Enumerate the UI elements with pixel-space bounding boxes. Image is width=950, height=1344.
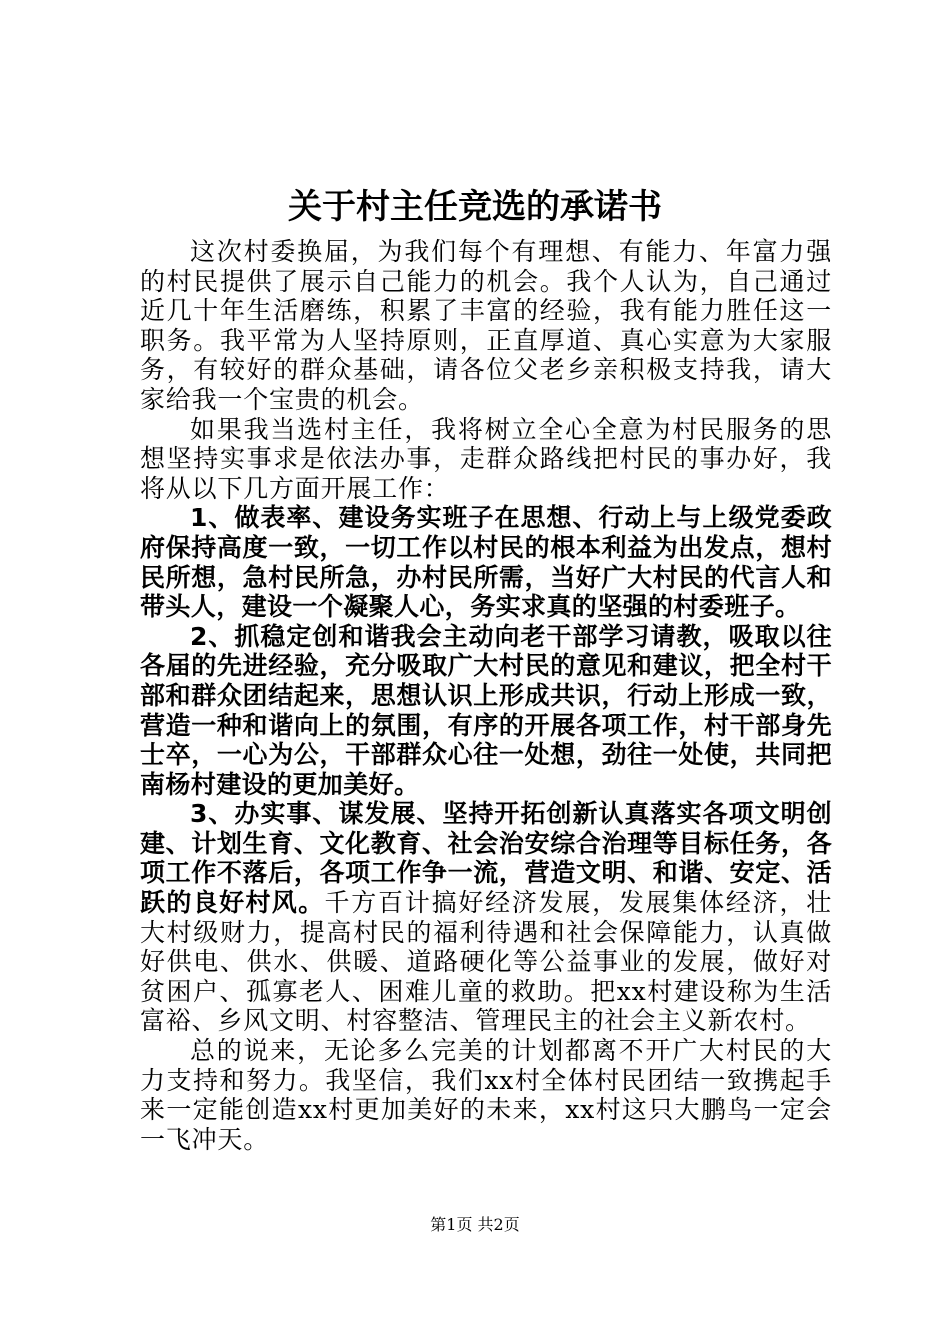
paragraph-item-1: 1、做表率、建设务实班子在思想、行动上与上级党委政府保持高度一致，一切工作以村民的根本利益为出发点，想村民所想，急村民所急，办村民所需，当好广大村民的代言人和带头人，建设一个凝聚人心，务实求真的坚强的村委班子。 bbox=[140, 503, 832, 622]
paragraph-intro: 这次村委换届，为我们每个有理想、有能力、年富力强的村民提供了展示自己能力的机会。我个人认为，自己通过近几十年生活磨练，积累了丰富的经验，我有能力胜任这一职务。我平常为人坚持原则，正直厚道、真心实意为大家服务，有较好的群众基础，请各位父老乡亲积极支持我，请大家给我一个宝贵的机会。 bbox=[140, 237, 832, 414]
paragraph-plan: 如果我当选村主任，我将树立全心全意为村民服务的思想坚持实事求是依法办事，走群众路线把村民的事办好，我将从以下几方面开展工作： bbox=[140, 414, 832, 503]
page-footer: 第1页 共2页 bbox=[430, 1215, 520, 1234]
paragraph-item-3-detail: 千方百计搞好经济发展，发展集体经济，壮大村级财力，提高村民的福利待遇和社会保障能力，认真做好供电、供水、供暖、道路硬化等公益事业的发展，做好对贫困户、孤寡老人、困难儿童的救助。把xx村建设称为生活富裕、乡风文明、村容整洁、管理民主的社会主义新农村。 bbox=[140, 888, 833, 1036]
paragraph-item-2: 2、抓稳定创和谐我会主动向老干部学习请教，吸取以往各届的先进经验，充分吸取广大村民的意见和建议，把全村干部和群众团结起来，思想认识上形成共识，行动上形成一致，营造一种和谐向上的氛围，有序的开展各项工作，村干部身先士卒，一心为公，干部群众心往一处想，劲往一处使，共同把南杨村建设的更加美好。 bbox=[140, 621, 832, 799]
paragraph-item-3 bbox=[140, 799, 832, 1036]
paragraph-item-3-lead: 3、办实事、谋发展、坚持开拓创新认真落实各项文明创建、计划生育、文化教育、社会治安综合治理等目标任务，各项工作不落后，各项工作争一流，营造文明、和谐、安定、活跃的良好村风。 bbox=[140, 799, 832, 918]
document-body bbox=[140, 237, 832, 1154]
paragraph-conclusion: 总的说来，无论多么完美的计划都离不开广大村民的大力支持和努力。我坚信，我们xx村全体村民团结一致携起手来一定能创造xx村更加美好的未来，xx村这只大鹏鸟一定会一飞冲天。 bbox=[140, 1036, 832, 1154]
document-title: 关于村主任竞选的承诺书 bbox=[288, 187, 662, 227]
